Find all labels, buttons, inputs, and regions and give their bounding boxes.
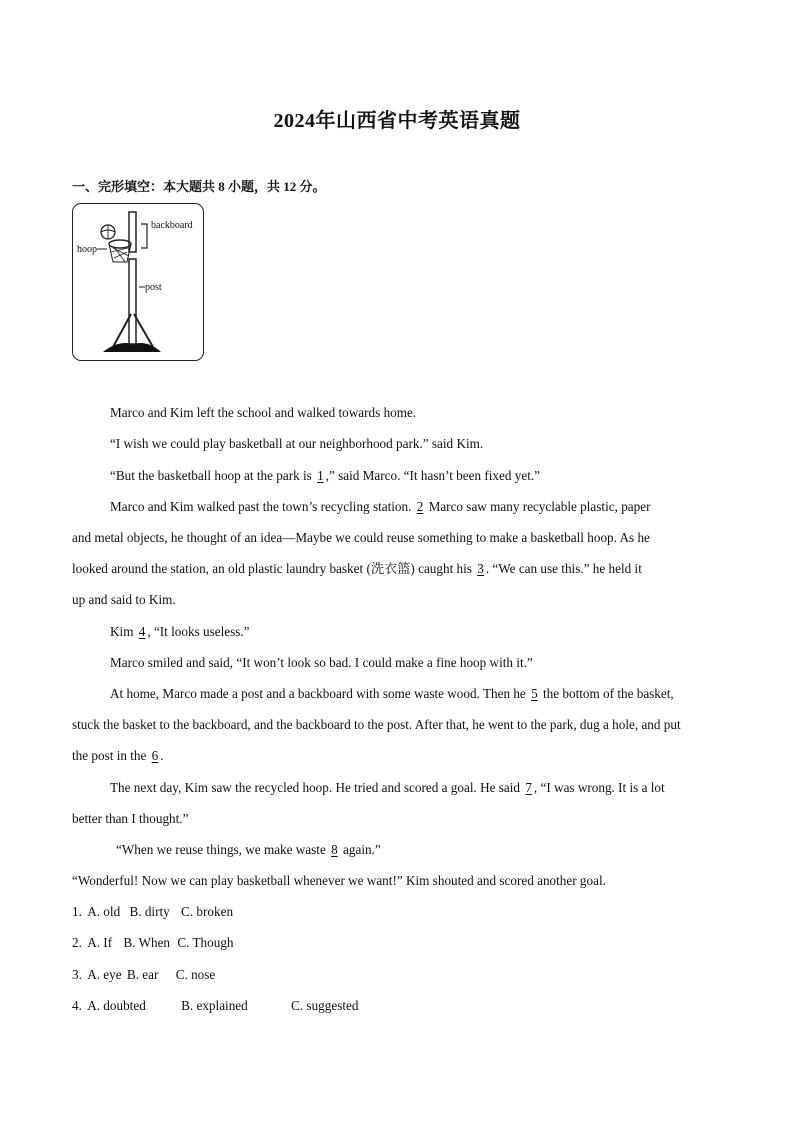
option-b[interactable]: B. ear [126,967,159,982]
passage-line: “But the basketball hoop at the park is 1,” said Marco. “It hasn’t been fixed yet.” [110,468,541,483]
option-b[interactable]: B. explained [181,998,248,1013]
post-shape [129,259,136,344]
option-c[interactable]: C. suggested [291,998,359,1013]
passage-line: Marco smiled and said, “It won’t look so bad. I could make a fine hoop with it.” [110,655,533,670]
blank-6[interactable]: 6 [151,748,159,763]
passage-line: Marco and Kim walked past the town’s recycling station. 2 Marco saw many recyclable plastic, paper [110,499,651,514]
passage-line: stuck the basket to the backboard, and the backboard to the post. After that, he went to the park, dug a hole, and put [72,717,681,732]
label-backboard: backboard [151,220,193,231]
option-b[interactable]: B. dirty [129,904,170,919]
passage-line: looked around the station, an old plastic laundry basket (洗衣篮) caught his 3. “We can use this.” he held it [72,561,642,576]
question-2: 2. A. If B. When C. Though [72,935,234,950]
blank-7[interactable]: 7 [525,780,532,795]
label-post: post [145,282,162,293]
option-c[interactable]: C. nose [175,967,216,982]
option-c[interactable]: C. broken [181,904,234,919]
section-heading: 一、完形填空：本大题共 8 小题，共 12 分。 [72,179,326,194]
option-a[interactable]: A. old [87,904,121,919]
question-4: 4. A. doubted B. explained C. suggested [72,998,359,1013]
question-1: 1. A. old B. dirty C. broken [72,904,234,919]
blank-3[interactable]: 3 [477,561,484,576]
blank-4[interactable]: 4 [138,624,146,639]
blank-8[interactable]: 8 [331,842,338,857]
passage-line: At home, Marco made a post and a backboard with some waste wood. Then he 5 the bottom of the basket, [110,686,674,701]
passage-line: Kim 4, “It looks useless.” [110,624,250,639]
basketball-hoop-illustration [72,203,204,361]
passage-line: the post in the 6. [72,748,164,763]
passage-line: better than I thought.” [72,811,189,826]
blank-2[interactable]: 2 [416,499,424,514]
option-c[interactable]: C. Though [177,935,234,950]
option-a[interactable]: A. eye [87,967,122,982]
option-a[interactable]: A. If [87,935,113,950]
label-hoop: hoop [77,244,97,255]
passage-line: “I wish we could play basketball at our neighborhood park.” said Kim. [110,436,484,451]
passage-line: and metal objects, he thought of an idea—Maybe we could reuse something to make a basketball hoop. As he [72,530,650,545]
passage-line: up and said to Kim. [72,592,176,607]
passage-line: “When we reuse things, we make waste 8 again.” [116,842,381,857]
passage-line: Marco and Kim left the school and walked towards home. [110,405,417,420]
option-b[interactable]: B. When [123,935,171,950]
passage-line: The next day, Kim saw the recycled hoop. He tried and scored a goal. He said 7, “I was wrong. It is a lot [110,780,665,795]
blank-5[interactable]: 5 [531,686,538,701]
passage-line: “Wonderful! Now we can play basketball whenever we want!” Kim shouted and scored another goal. [72,873,606,888]
question-3: 3. A. eye B. ear C. nose [72,967,216,982]
blank-1[interactable]: 1 [317,468,324,483]
option-a[interactable]: A. doubted [87,998,146,1013]
page-title: 2024年山西省中考英语真题 [273,110,521,132]
